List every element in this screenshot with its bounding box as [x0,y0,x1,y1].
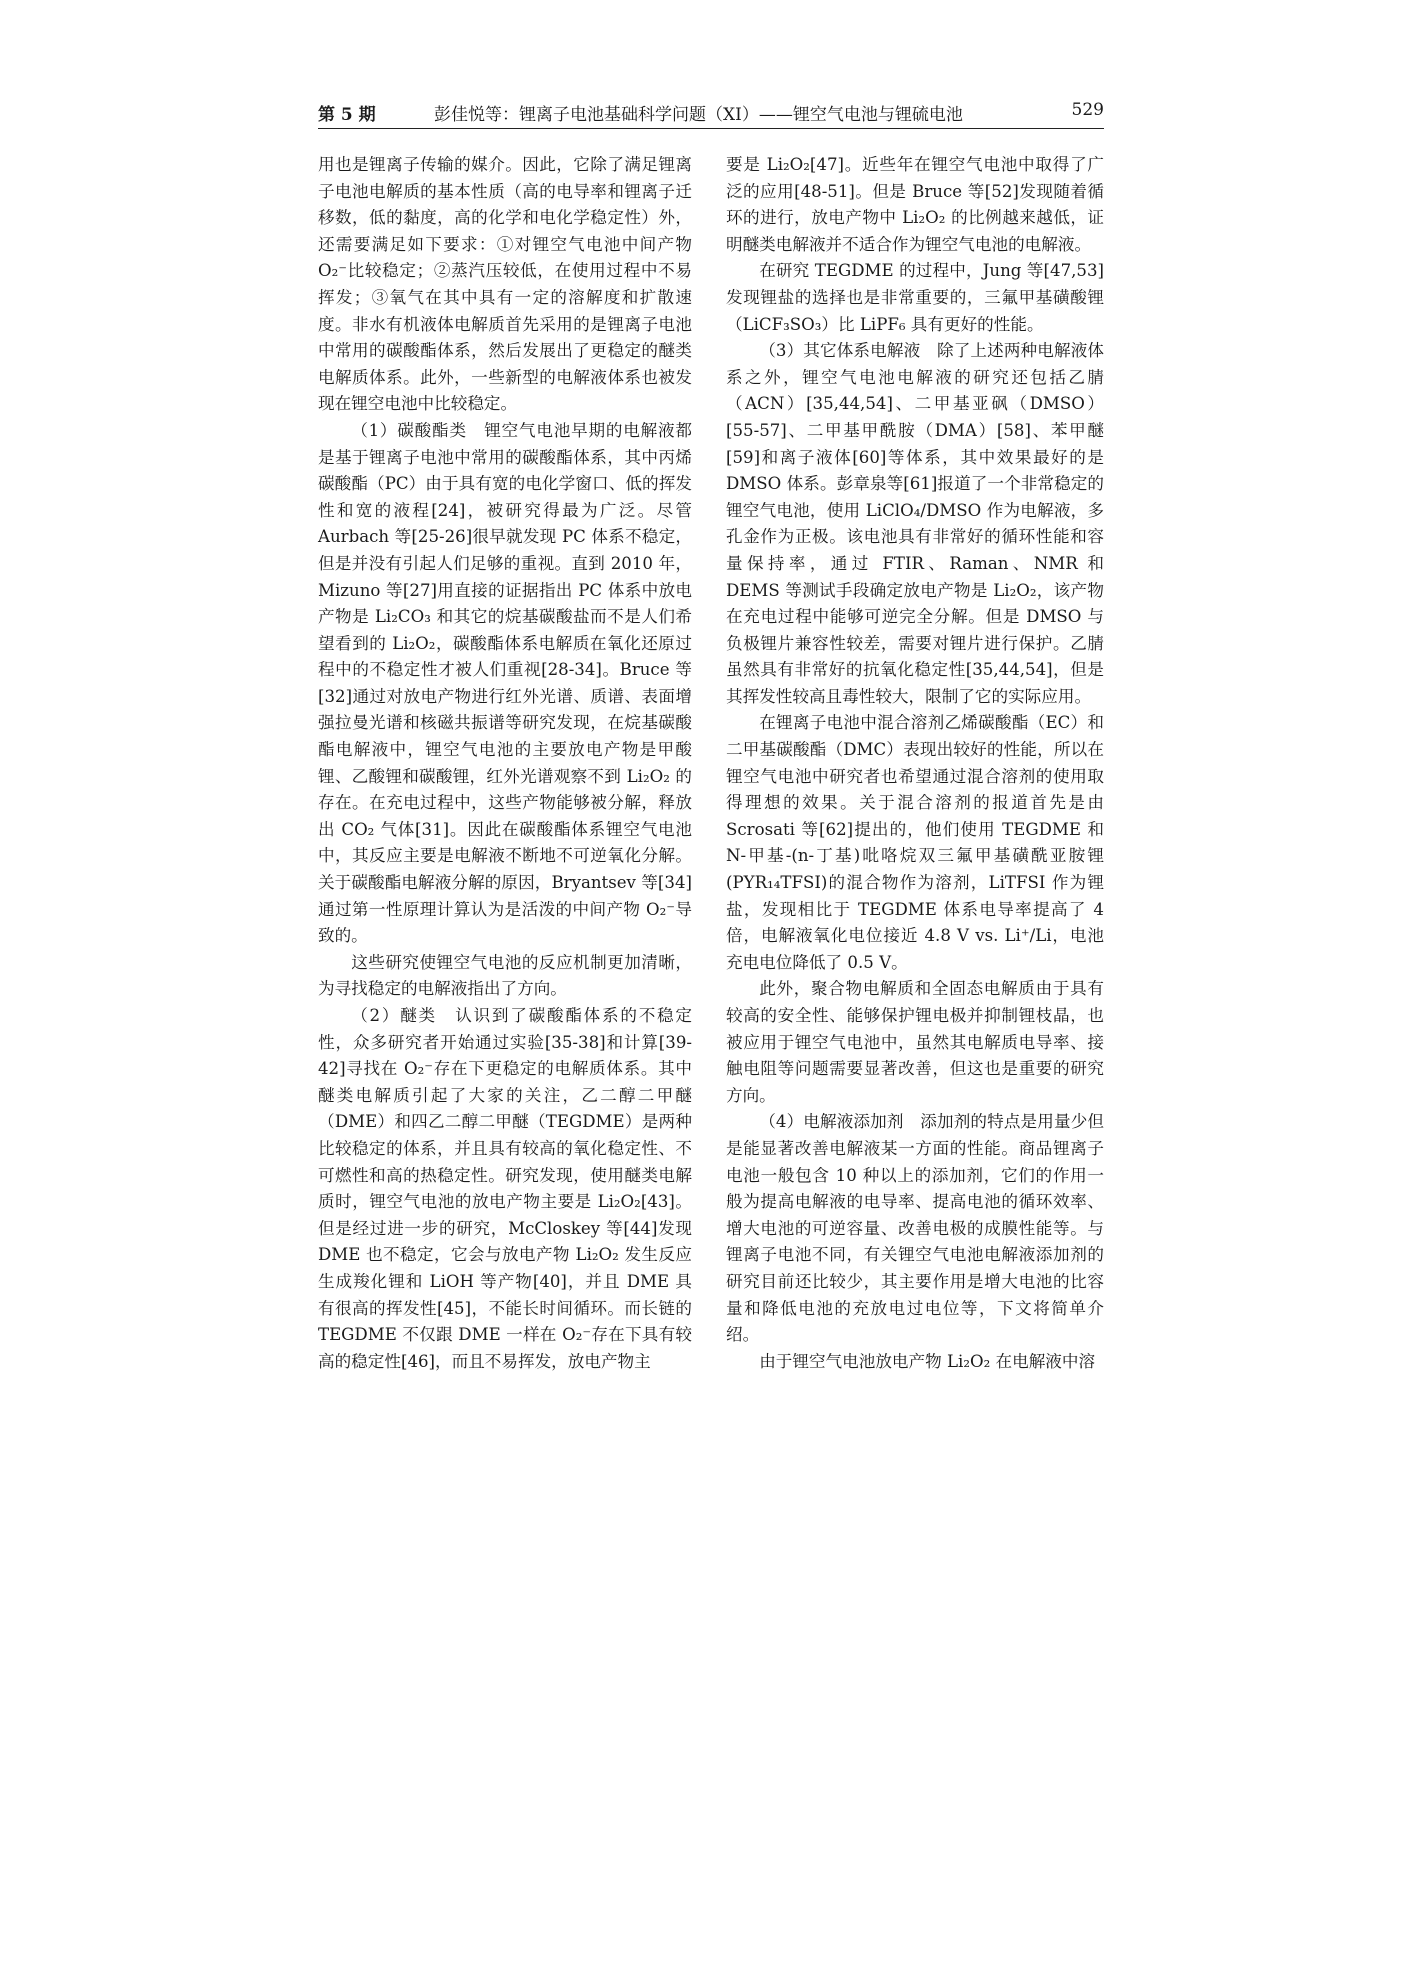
right-column [726,152,1104,1375]
issue-number: 第 5 期 [318,105,376,125]
paragraph: 这些研究使锂空气电池的反应机制更加清晰，为寻找稳定的电解液指出了方向。 [318,952,692,999]
paragraph: 在锂离子电池中混合溶剂乙烯碳酸酯（EC）和二甲基碳酸酯（DMC）表现出较好的性能，所以在锂空气电池中研究者也希望通过混合溶剂的使用取得理想的效果。关于混合溶剂的报道首先是由 Scrosati 等[62]提出的，他们使用 TEGDME 和 N-甲基-(n-丁基)吡咯烷双三氟甲基磺酰亚胺锂(PYR₁₄TFSI)的混合物作为溶剂，LiTFSI 作为锂盐，发现相比于 TEGDME 体系电导率提高了 4 倍，电解液氧化电位接近 4.8 V vs. Li⁺/Li，电池充电电位降低了 0.5 V。 [726,713,1104,972]
paragraph: 用也是锂离子传输的媒介。因此，它除了满足锂离子电池电解质的基本性质（高的电导率和锂离子迁移数，低的黏度，高的化学和电化学稳定性）外，还需要满足如下要求：①对锂空气电池中间产物 O₂⁻比较稳定；②蒸汽压较低，在使用过程中不易挥发；③氧气在其中具有一定的溶解度和扩散速度。非水有机液体电解质首先采用的是锂离子电池中常用的碳酸酯体系，然后发展出了更稳定的醚类电解质体系。此外，一些新型的电解液体系也被发现在锂空电池中比较稳定。 [318,155,692,414]
paragraph: （1）碳酸酯类 锂空气电池早期的电解液都是基于锂离子电池中常用的碳酸酯体系，其中丙烯碳酸酯（PC）由于具有宽的电化学窗口、低的挥发性和宽的液程[24]，被研究得最为广泛。尽管 Aurbach 等[25-26]很早就发现 PC 体系不稳定，但是并没有引起人们足够的重视。直到 2010 年，Mizuno 等[27]用直接的证据指出 PC 体系中放电产物是 Li₂CO₃ 和其它的烷基碳酸盐而不是人们希望看到的 Li₂O₂，碳酸酯体系电解质在氧化还原过程中的不稳定性才被人们重视[28-34]。Bruce 等[32]通过对放电产物进行红外光谱、质谱、表面增强拉曼光谱和核磁共振谱等研究发现，在烷基碳酸酯电解液中，锂空气电池的主要放电产物是甲酸锂、乙酸锂和碳酸锂，红外光谱观察不到 Li₂O₂ 的存在。在充电过程中，这些产物能够被分解，释放出 CO₂ 气体[31]。因此在碳酸酯体系锂空气电池中，其反应主要是电解液不断地不可逆氧化分解。关于碳酸酯电解液分解的原因，Bryantsev 等[34]通过第一性原理计算认为是活泼的中间产物 O₂⁻导致的。 [318,420,692,946]
paragraph: 在研究 TEGDME 的过程中，Jung 等[47,53]发现锂盐的选择也是非常重要的，三氟甲基磺酸锂（LiCF₃SO₃）比 LiPF₆ 具有更好的性能。 [726,261,1104,334]
page-number: 529 [1071,100,1104,120]
paragraph: 此外，聚合物电解质和全固态电解质由于具有较高的安全性、能够保护锂电极并抑制锂枝晶，也被应用于锂空气电池中，虽然其电解质电导率、接触电阻等问题需要显著改善，但这也是重要的研究方向。 [726,979,1104,1105]
running-title: 彭佳悦等：锂离子电池基础科学问题（XI）——锂空气电池与锂硫电池 [434,105,963,125]
paragraph: （2）醚类 认识到了碳酸酯体系的不稳定性，众多研究者开始通过实验[35-38]和计算[39-42]寻找在 O₂⁻存在下更稳定的电解质体系。其中醚类电解质引起了大家的关注，乙二醇二甲醚（DME）和四乙二醇二甲醚（TEGDME）是两种比较稳定的体系，并且具有较高的氧化稳定性、不可燃性和高的热稳定性。研究发现，使用醚类电解质时，锂空气电池的放电产物主要是 Li₂O₂[43]。但是经过进一步的研究，McCloskey 等[44]发现 DME 也不稳定，它会与放电产物 Li₂O₂ 发生反应生成羧化锂和 LiOH 等产物[40]，并且 DME 具有很高的挥发性[45]，不能长时间循环。而长链的 TEGDME 不仅跟 DME 一样在 O₂⁻存在下具有较高的稳定性[46]，而且不易挥发，放电产物主 [318,1006,692,1371]
paragraph: 由于锂空气电池放电产物 Li₂O₂ 在电解液中溶 [759,1351,1096,1371]
paragraph: （3）其它体系电解液 除了上述两种电解液体系之外，锂空气电池电解液的研究还包括乙腈（ACN）[35,44,54]、二甲基亚砜（DMSO）[55-57]、二甲基甲酰胺（DMA）[58]、苯甲醚[59]和离子液体[60]等体系，其中效果最好的是 DMSO 体系。彭章泉等[61]报道了一个非常稳定的锂空气电池，使用 LiClO₄/DMSO 作为电解液，多孔金作为正极。该电池具有非常好的循环性能和容量保持率，通过 FTIR、Raman、NMR 和 DEMS 等测试手段确定放电产物是 Li₂O₂，该产物在充电过程中能够可逆完全分解。但是 DMSO 与负极锂片兼容性较差，需要对锂片进行保护。乙腈虽然具有非常好的抗氧化稳定性[35,44,54]，但是其挥发性较高且毒性较大，限制了它的实际应用。 [726,341,1104,706]
paragraph: 要是 Li₂O₂[47]。近些年在锂空气电池中取得了广泛的应用[48-51]。但是 Bruce 等[52]发现随着循环的进行，放电产物中 Li₂O₂ 的比例越来越低，证明醚类电解液并不适合作为锂空气电池的电解液。 [726,155,1104,254]
left-column [318,152,692,1375]
paragraph: （4）电解液添加剂 添加剂的特点是用量少但是能显著改善电解液某一方面的性能。商品锂离子电池一般包含 10 种以上的添加剂，它们的作用一般为提高电解液的电导率、提高电池的循环效率、增大电池的可逆容量、改善电极的成膜性能等。与锂离子电池不同，有关锂空气电池电解液添加剂的研究目前还比较少，其主要作用是增大电池的比容量和降低电池的充放电过电位等，下文将简单介绍。 [726,1112,1104,1345]
running-header [318,98,1104,129]
